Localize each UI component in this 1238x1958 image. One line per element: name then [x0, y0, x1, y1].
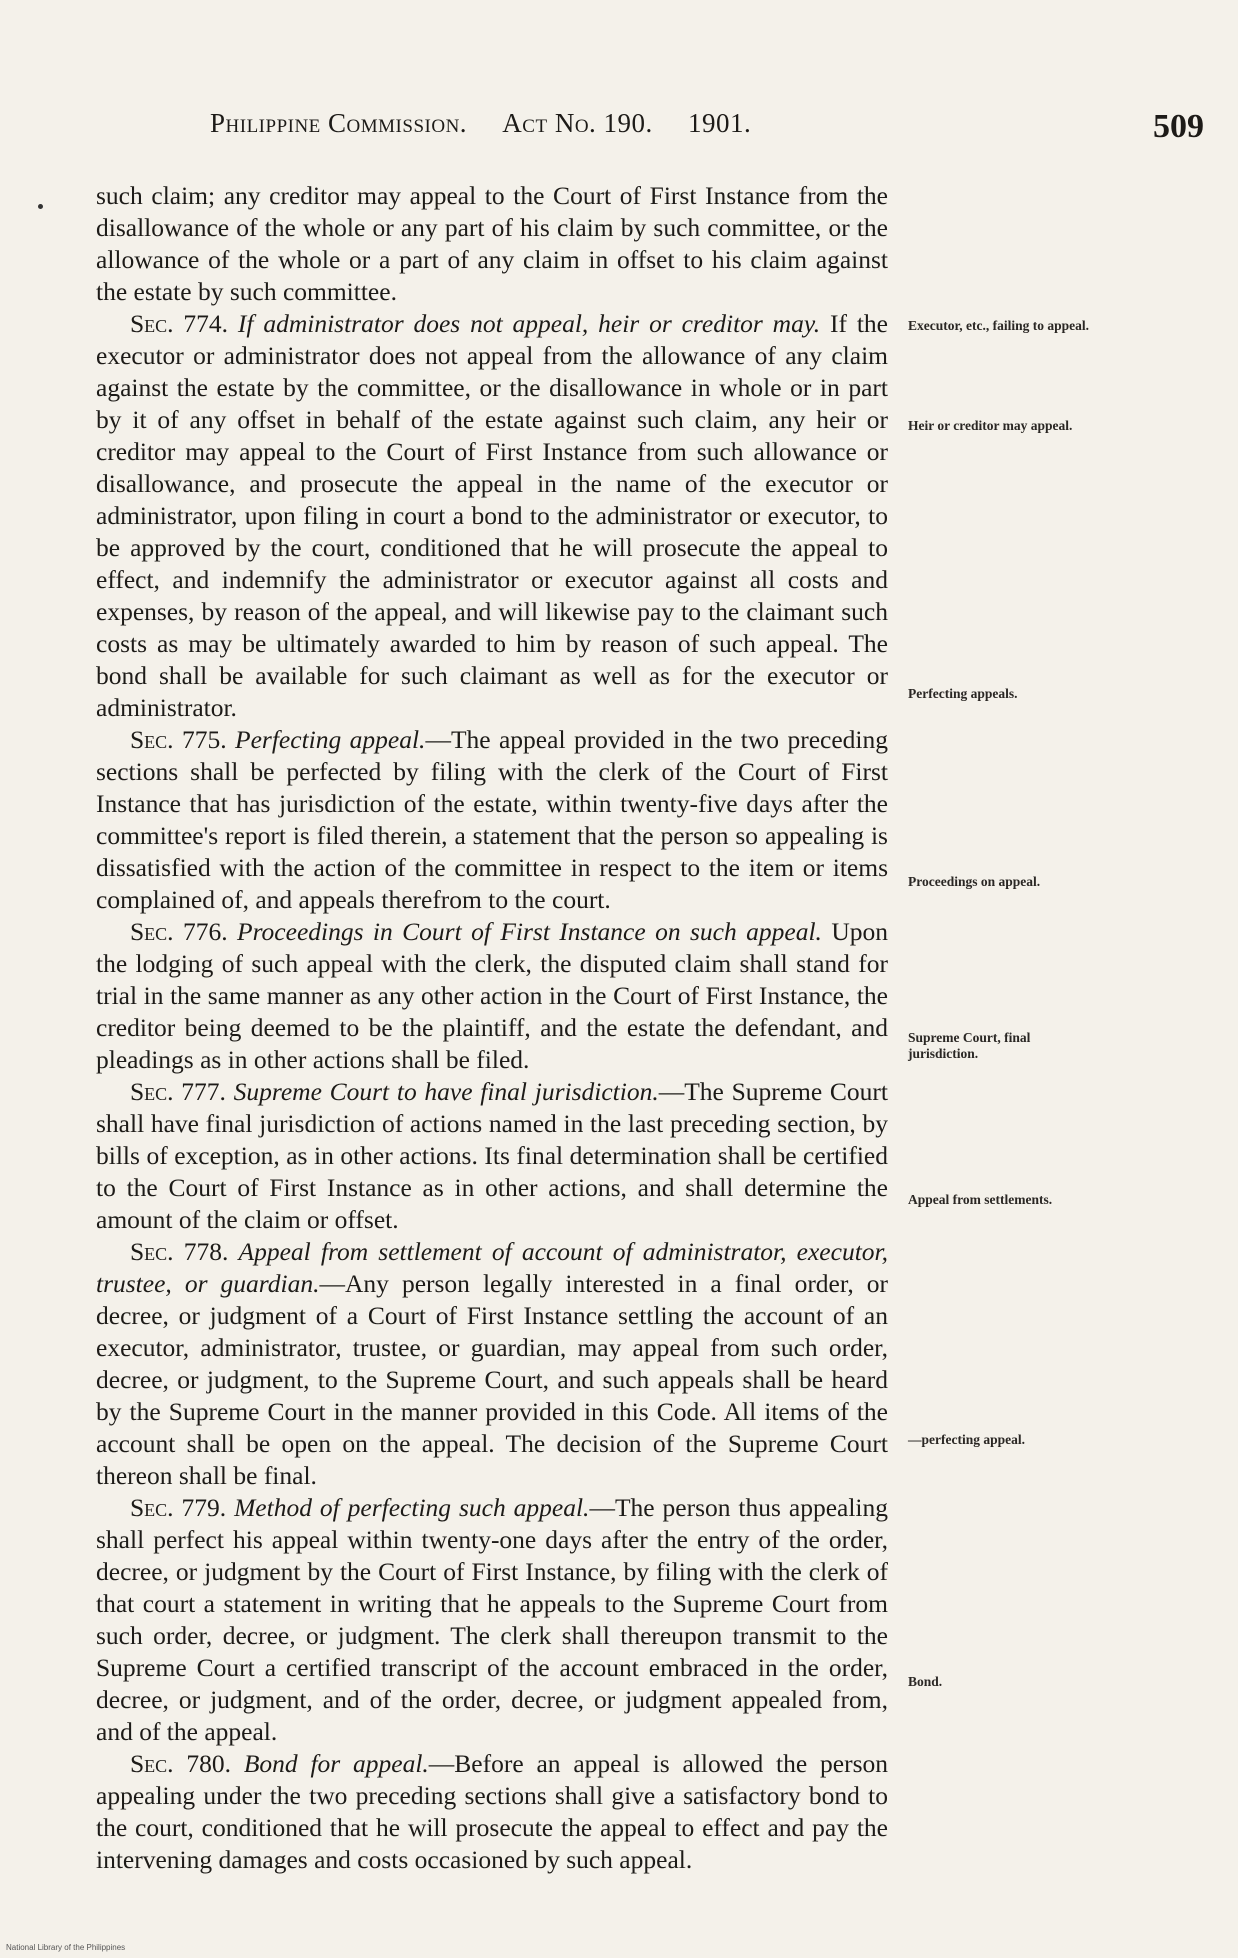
- section-778: [96, 1236, 888, 1492]
- section-779: [96, 1492, 888, 1748]
- section-775: [96, 724, 888, 916]
- marginal-note: Heir or creditor may appeal.: [908, 418, 1073, 433]
- section-title: Supreme Court to have final jurisdiction.: [233, 1077, 659, 1106]
- marginal-note: Supreme Court, final jurisdiction.: [908, 1030, 1031, 1061]
- section-777: [96, 1076, 888, 1236]
- section-title: Appeal from settlement of account of administrator, executor, trustee, or guardian.: [96, 1237, 889, 1298]
- section-text: —Any person legally interested in a final order, or decree, or judgment of a Court of First Instance settling the account of an executor, administrator, trustee, or guardian, may appeal from such order, decree, or judgment, to the Supreme Court, and such appeals shall be heard by the Supreme Court in the manner provided in this Code. All items of the account shall be open on the appeal. The decision of the Supreme Court thereon shall be final.: [96, 1269, 889, 1490]
- section-title: Method of perfecting such appeal.: [234, 1493, 590, 1522]
- running-header: [210, 108, 1090, 139]
- section-text: Upon the lodging of such appeal with the clerk, the disputed claim shall stand for trial in the same manner as any other action in the Court of First Instance, the creditor being deemed to be the plaintiff, and the estate the defendant, and pleadings as in other actions shall be filed.: [96, 917, 889, 1074]
- section-text: If the executor or administrator does not appeal from the allowance of any claim against the estate by the committee, or the disallowance in whole or in part by it of any offset in behalf of the estate against such claim, any heir or creditor may appeal to the Court of First Instance from such allowance or disallowance, and prosecute the appeal in the name of the executor or administrator, upon filing in court a bond to the administrator or executor, to be approved by the court, conditioned that he will prosecute the appeal to effect, and indemnify the administrator or executor against all costs and expenses, by reason of the appeal, and will likewise pay to the claimant such costs as may be ultimately awarded to him by reason of such appeal. The bond shall be available for such claimant as well as for the executor or administrator.: [96, 309, 888, 722]
- ink-dot: [38, 204, 43, 209]
- section-774: [96, 308, 888, 724]
- section-title: Proceedings in Court of First Instance on such appeal.: [237, 917, 822, 946]
- marginal-note: Proceedings on appeal.: [908, 874, 1041, 889]
- section-text: —The person thus appealing shall perfect his appeal within twenty-one days after the entry of the order, decree, or judgment by the Court of First Instance, by filing with the clerk of that court a statement in writing that he appeals to the Supreme Court from such order, decree, or judgment. The clerk shall thereupon transmit to the Supreme Court a certified transcript of the account embraced in the order, decree, or judgment, and of the order, decree, or judgment appealed from, and of the appeal.: [96, 1493, 888, 1746]
- section-number: Sec. 777.: [130, 1077, 226, 1106]
- scan-footer: National Library of the Philippines: [6, 1943, 126, 1952]
- header-act: Act No. 190.: [502, 108, 653, 138]
- header-year: 1901.: [688, 108, 752, 138]
- section-number: Sec. 775.: [130, 725, 227, 754]
- marginal-note: Bond.: [908, 1674, 943, 1689]
- section-number: Sec. 779.: [130, 1493, 227, 1522]
- section-number: Sec. 776.: [130, 917, 228, 946]
- marginal-note: —perfecting appeal.: [908, 1432, 1025, 1447]
- section-text: —Before an appeal is allowed the person appealing under the two preceding sections shall give a satisfactory bond to the court, conditioned that he will prosecute the appeal to effect and pay the intervening damages and costs occasioned by such appeal.: [96, 1749, 888, 1874]
- paragraph-continuation: [96, 180, 888, 308]
- section-title: If administrator does not appeal, heir or creditor may.: [237, 309, 821, 338]
- section-title: Bond for appeal.: [243, 1749, 429, 1778]
- section-number: Sec. 774.: [130, 309, 229, 338]
- marginal-note: Appeal from settlements.: [908, 1192, 1053, 1207]
- section-number: Sec. 778.: [130, 1237, 229, 1266]
- section-text: —The appeal provided in the two preceding sections shall be perfected by filing with the clerk of the Court of First Instance that has jurisdiction of the estate, within twenty-five days after the committee's report is filed therein, a statement that the person so appealing is dissatisfied with the action of the committee in respect to the item or items complained of, and appeals therefrom to the court.: [96, 725, 889, 914]
- marginal-note: Executor, etc., failing to appeal.: [908, 318, 1089, 333]
- section-780: [96, 1748, 888, 1876]
- paragraph-text: such claim; any creditor may appeal to the Court of First Instance from the disallowance of the whole or any part of his claim by such committee, or the allowance of the whole or a part of any claim in offset to his claim against the estate by such committee.: [96, 181, 888, 306]
- header-commission: Philippine Commission.: [210, 108, 468, 138]
- page-number: 509: [1153, 108, 1204, 145]
- section-title: Perfecting appeal.: [235, 725, 426, 754]
- section-number: Sec. 780.: [130, 1749, 231, 1778]
- body-text: [96, 180, 888, 1876]
- section-776: [96, 916, 888, 1076]
- marginal-note: Perfecting appeals.: [908, 686, 1018, 701]
- section-text: —The Supreme Court shall have final jurisdiction of actions named in the last preceding section, by bills of exception, as in other actions. Its final determination shall be certified to the Court of First Instance as in other actions, and shall determine the amount of the claim or offset.: [96, 1077, 889, 1234]
